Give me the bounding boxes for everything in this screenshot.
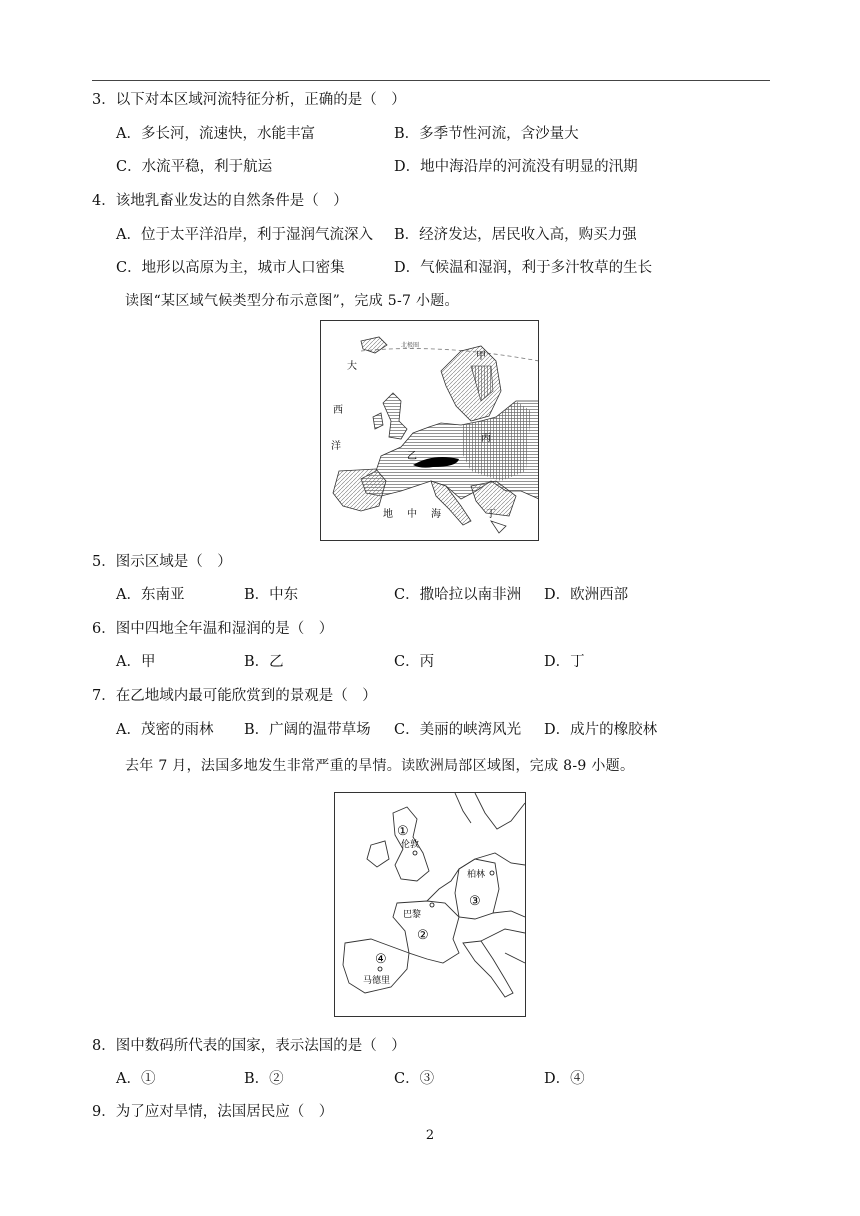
q5-option-d: D．欧洲西部 — [544, 587, 629, 603]
label-ding: 丁 — [486, 509, 496, 520]
q4-option-c: C．地形以高原为主，城市人口密集 — [116, 260, 345, 276]
question-5-stem: 5．图示区域是（ ） — [92, 554, 232, 570]
arctic-circle-line — [361, 349, 539, 361]
q5-option-a: A．东南亚 — [116, 587, 185, 603]
label-berlin: 柏林 — [467, 870, 486, 880]
madrid-marker — [378, 967, 382, 971]
q6-option-b: B．乙 — [244, 654, 284, 670]
london-marker — [413, 851, 417, 855]
question-3-stem: 3．以下对本区域河流特征分析，正确的是（ ） — [92, 92, 406, 108]
paris-marker — [430, 903, 434, 907]
label-di: 地 — [383, 509, 393, 520]
label-circle-1: ① — [397, 824, 409, 839]
q6-option-a: A．甲 — [116, 654, 156, 670]
intro-5-7: 读图“某区域气候类型分布示意图”，完成 5-7 小题。 — [125, 293, 459, 309]
label-zhong: 中 — [407, 509, 417, 520]
q3-option-d: D．地中海沿岸的河流没有明显的汛期 — [394, 159, 638, 175]
q7-option-c: C．美丽的峡湾风光 — [394, 722, 522, 738]
label-madrid: 马德里 — [363, 976, 391, 986]
q8-option-a: A．① — [116, 1071, 156, 1087]
question-7-stem: 7．在乙地域内最可能欣赏到的景观是（ ） — [92, 688, 377, 704]
europe-map-figure — [335, 793, 526, 1017]
europe-map — [334, 792, 526, 1017]
question-4-stem: 4．该地乳畜业发达的自然条件是（ ） — [92, 193, 348, 209]
q5-option-c: C．撒哈拉以南非洲 — [394, 587, 522, 603]
label-paris: 巴黎 — [403, 910, 422, 920]
iberia-shape — [333, 469, 386, 511]
page-number: 2 — [425, 1128, 435, 1143]
q8-option-c: C．③ — [394, 1071, 435, 1087]
label-circle-2: ② — [417, 928, 429, 943]
germany-outline — [455, 859, 499, 919]
question-9-stem: 9．为了应对旱情，法国居民应（ ） — [92, 1104, 334, 1120]
climate-map-figure — [321, 321, 539, 541]
label-yang: 洋 — [331, 441, 341, 452]
label-xi: 西 — [333, 405, 343, 416]
label-jia: 甲 — [476, 351, 486, 362]
q3-option-c: C．水流平稳，利于航运 — [116, 159, 273, 175]
label-hai: 海 — [431, 509, 441, 520]
q8-option-b: B．② — [244, 1071, 284, 1087]
q4-option-a: A．位于太平洋沿岸，利于湿润气流深入 — [116, 227, 373, 243]
intro-8-9: 去年 7 月，法国多地发生非常严重的旱情。读欧洲局部区域图，完成 8-9 小题。 — [125, 758, 635, 774]
label-arctic-circle: 北极圈 — [401, 342, 420, 349]
q4-option-b: B．经济发达，居民收入高，购买力强 — [394, 227, 637, 243]
q7-option-d: D．成片的橡胶林 — [544, 722, 658, 738]
q7-option-b: B．广阔的温带草场 — [244, 722, 371, 738]
q7-option-a: A．茂密的雨林 — [116, 722, 214, 738]
label-da: 大 — [347, 361, 357, 372]
q4-option-d: D．气候温和湿润，利于多汁牧草的生长 — [394, 260, 653, 276]
q8-option-d: D．④ — [544, 1071, 585, 1087]
q5-option-b: B．中东 — [244, 587, 299, 603]
scandinavia-outline — [475, 793, 525, 829]
iceland-shape — [361, 337, 387, 353]
q6-option-d: D．丁 — [544, 654, 585, 670]
header-rule — [92, 80, 770, 81]
label-circle-3: ③ — [469, 894, 481, 909]
britain-shape — [383, 393, 407, 439]
q3-option-b: B．多季节性河流，含沙量大 — [394, 126, 579, 142]
label-london: 伦敦 — [401, 840, 420, 850]
label-yi: 乙 — [407, 451, 417, 462]
q6-option-c: C．丙 — [394, 654, 435, 670]
berlin-marker — [490, 871, 494, 875]
q3-option-a: A．多长河，流速快，水能丰富 — [116, 126, 315, 142]
italy-outline — [463, 941, 513, 997]
ireland-outline — [367, 841, 389, 867]
question-8-stem: 8．图中数码所代表的国家，表示法国的是（ ） — [92, 1038, 406, 1054]
climate-map — [320, 320, 539, 541]
label-circle-4: ④ — [375, 952, 387, 967]
question-6-stem: 6．图中四地全年温和湿润的是（ ） — [92, 621, 334, 637]
label-bing: 丙 — [481, 433, 491, 444]
